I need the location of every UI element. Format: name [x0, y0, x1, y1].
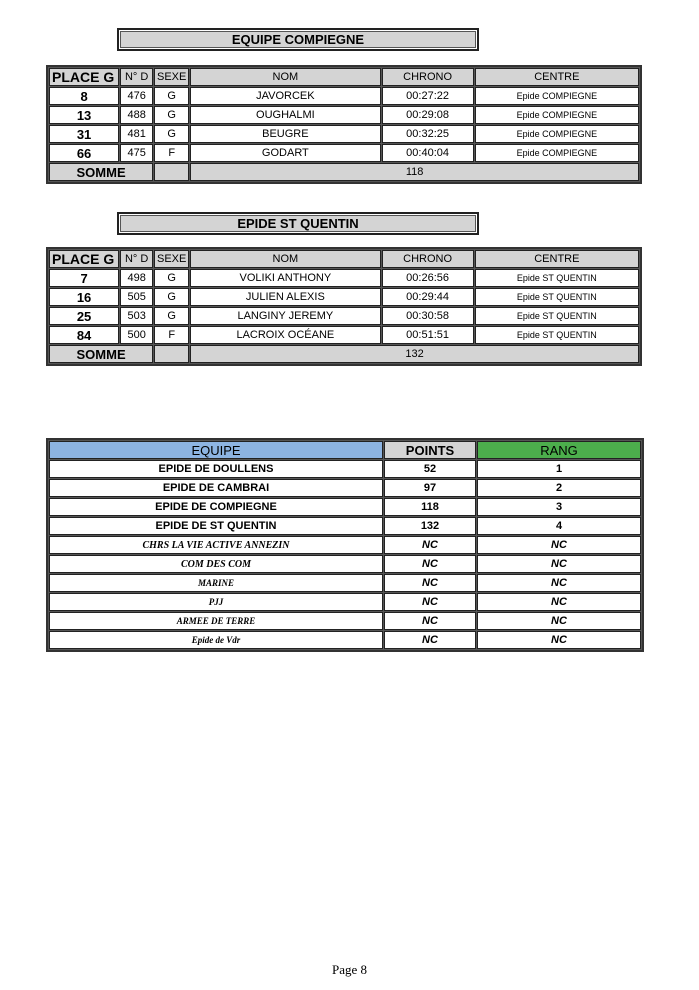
cell-sexe: G: [154, 87, 189, 105]
cell-place: 31: [49, 125, 119, 143]
cell-dossard: 500: [120, 326, 153, 344]
table-row: [49, 87, 639, 105]
table-row: [49, 460, 641, 478]
cell-chrono: 00:27:22: [382, 87, 474, 105]
cell-chrono: 00:29:08: [382, 106, 474, 124]
cell-equipe: COM DES COM: [49, 555, 383, 573]
header-points: POINTS: [384, 441, 476, 459]
header-dossard: N° D: [120, 68, 153, 86]
cell-sexe: G: [154, 307, 189, 325]
team-title-st-quentin: EPIDE ST QUENTIN: [117, 212, 479, 235]
table-row: [49, 612, 641, 630]
cell-dossard: 481: [120, 125, 153, 143]
table-row: [49, 479, 641, 497]
header-equipe: EQUIPE: [49, 441, 383, 459]
sum-row: [49, 163, 639, 181]
table-row: [49, 536, 641, 554]
cell-nom: BEUGRE: [190, 125, 380, 143]
cell-rang: 1: [477, 460, 641, 478]
header-dossard: N° D: [120, 250, 153, 268]
cell-nom: LACROIX OCÉANE: [190, 326, 380, 344]
cell-rang: NC: [477, 612, 641, 630]
cell-equipe: PJJ: [49, 593, 383, 611]
cell-points: 118: [384, 498, 476, 516]
table-row: [49, 593, 641, 611]
cell-rang: 3: [477, 498, 641, 516]
cell-rang: NC: [477, 593, 641, 611]
cell-centre: Epide ST QUENTIN: [475, 307, 639, 325]
cell-sexe: G: [154, 288, 189, 306]
table-row: [49, 631, 641, 649]
cell-points: NC: [384, 555, 476, 573]
cell-place: 13: [49, 106, 119, 124]
ranking-table: [46, 438, 644, 652]
cell-place: 66: [49, 144, 119, 162]
cell-equipe: EPIDE DE COMPIEGNE: [49, 498, 383, 516]
table-row: [49, 326, 639, 344]
cell-equipe: MARINE: [49, 574, 383, 592]
cell-chrono: 00:40:04: [382, 144, 474, 162]
table-row: [49, 288, 639, 306]
table-row: [49, 574, 641, 592]
header-centre: CENTRE: [475, 250, 639, 268]
cell-equipe: ARMEE DE TERRE: [49, 612, 383, 630]
sum-value: 118: [190, 163, 639, 181]
header-place: PLACE G: [49, 250, 119, 268]
cell-dossard: 505: [120, 288, 153, 306]
page-number: Page 8: [331, 962, 368, 977]
cell-equipe: EPIDE DE DOULLENS: [49, 460, 383, 478]
cell-centre: Epide ST QUENTIN: [475, 269, 639, 287]
table-row: [49, 555, 641, 573]
cell-nom: OUGHALMI: [190, 106, 380, 124]
cell-place: 7: [49, 269, 119, 287]
table-header-row: [49, 250, 639, 268]
cell-points: 97: [384, 479, 476, 497]
cell-chrono: 00:30:58: [382, 307, 474, 325]
header-nom: NOM: [190, 250, 380, 268]
team-table-compiegne: [46, 65, 642, 184]
sum-label: SOMME: [49, 163, 153, 181]
ranking-header-row: [49, 441, 641, 459]
cell-points: 132: [384, 517, 476, 535]
table-row: [49, 517, 641, 535]
cell-nom: VOLIKI ANTHONY: [190, 269, 380, 287]
header-centre: CENTRE: [475, 68, 639, 86]
sum-label: SOMME: [49, 345, 153, 363]
cell-rang: NC: [477, 574, 641, 592]
cell-dossard: 488: [120, 106, 153, 124]
cell-points: NC: [384, 593, 476, 611]
cell-points: NC: [384, 631, 476, 649]
header-chrono: CHRONO: [382, 68, 474, 86]
header-nom: NOM: [190, 68, 380, 86]
table-row: [49, 269, 639, 287]
cell-rang: 2: [477, 479, 641, 497]
header-place: PLACE G: [49, 68, 119, 86]
cell-chrono: 00:26:56: [382, 269, 474, 287]
cell-chrono: 00:32:25: [382, 125, 474, 143]
cell-points: 52: [384, 460, 476, 478]
table-header-row: [49, 68, 639, 86]
table-row: [49, 106, 639, 124]
header-chrono: CHRONO: [382, 250, 474, 268]
header-rang: RANG: [477, 441, 641, 459]
cell-dossard: 475: [120, 144, 153, 162]
cell-nom: LANGINY JEREMY: [190, 307, 380, 325]
team-title-compiegne: EQUIPE COMPIEGNE: [117, 28, 479, 51]
cell-points: NC: [384, 612, 476, 630]
cell-place: 84: [49, 326, 119, 344]
cell-rang: NC: [477, 536, 641, 554]
cell-nom: JAVORCEK: [190, 87, 380, 105]
cell-rang: 4: [477, 517, 641, 535]
cell-nom: JULIEN ALEXIS: [190, 288, 380, 306]
cell-nom: GODART: [190, 144, 380, 162]
cell-rang: NC: [477, 631, 641, 649]
cell-points: NC: [384, 574, 476, 592]
cell-sexe: G: [154, 106, 189, 124]
cell-equipe: EPIDE DE ST QUENTIN: [49, 517, 383, 535]
table-row: [49, 144, 639, 162]
cell-equipe: EPIDE DE CAMBRAI: [49, 479, 383, 497]
sum-spacer: [154, 345, 189, 363]
table-row: [49, 498, 641, 516]
cell-dossard: 498: [120, 269, 153, 287]
sum-row: [49, 345, 639, 363]
header-sexe: SEXE: [154, 68, 189, 86]
cell-place: 25: [49, 307, 119, 325]
cell-centre: Epide COMPIEGNE: [475, 144, 639, 162]
cell-sexe: F: [154, 144, 189, 162]
cell-sexe: G: [154, 125, 189, 143]
cell-centre: Epide COMPIEGNE: [475, 87, 639, 105]
sum-spacer: [154, 163, 189, 181]
cell-chrono: 00:29:44: [382, 288, 474, 306]
cell-dossard: 476: [120, 87, 153, 105]
cell-equipe: Epide de Vdr: [49, 631, 383, 649]
cell-rang: NC: [477, 555, 641, 573]
cell-centre: Epide ST QUENTIN: [475, 326, 639, 344]
cell-equipe: CHRS LA VIE ACTIVE ANNEZIN: [49, 536, 383, 554]
table-row: [49, 307, 639, 325]
cell-place: 16: [49, 288, 119, 306]
cell-sexe: G: [154, 269, 189, 287]
cell-place: 8: [49, 87, 119, 105]
team-table-st-quentin: [46, 247, 642, 366]
sum-value: 132: [190, 345, 639, 363]
cell-dossard: 503: [120, 307, 153, 325]
cell-points: NC: [384, 536, 476, 554]
cell-centre: Epide COMPIEGNE: [475, 106, 639, 124]
header-sexe: SEXE: [154, 250, 189, 268]
table-row: [49, 125, 639, 143]
cell-centre: Epide COMPIEGNE: [475, 125, 639, 143]
cell-centre: Epide ST QUENTIN: [475, 288, 639, 306]
cell-sexe: F: [154, 326, 189, 344]
cell-chrono: 00:51:51: [382, 326, 474, 344]
